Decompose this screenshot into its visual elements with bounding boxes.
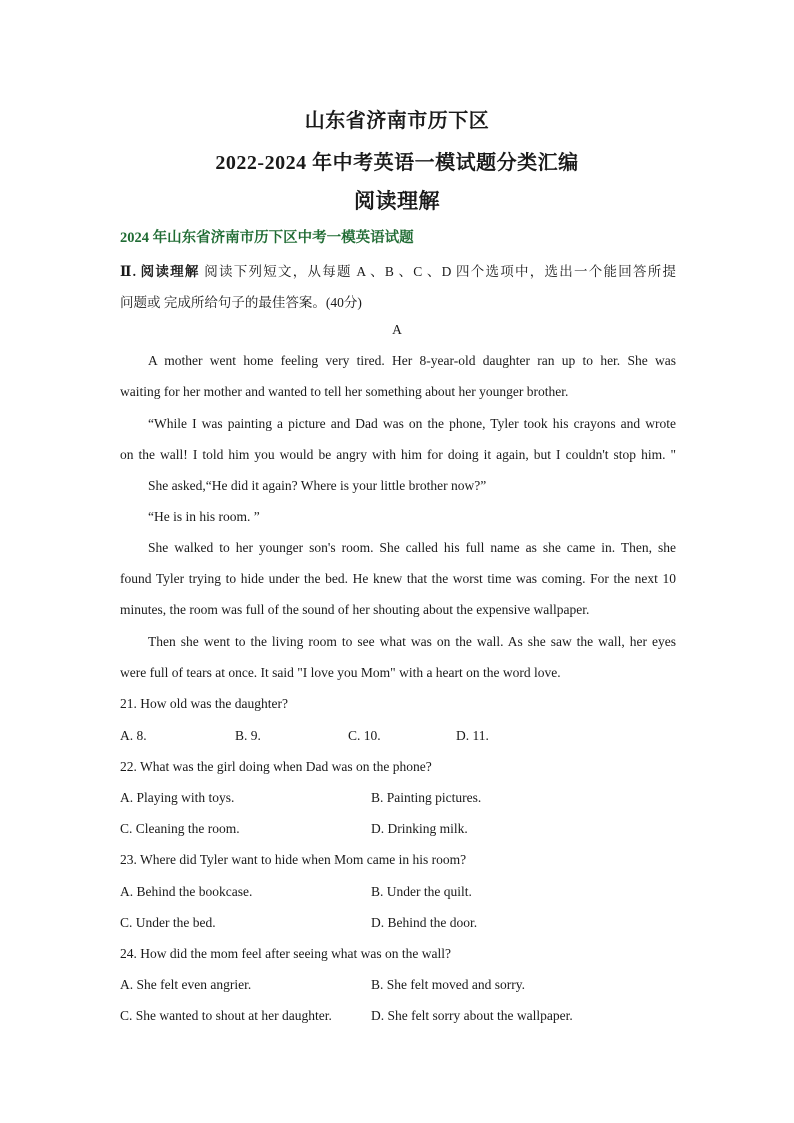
answer-option: C. She wanted to shout at her daughter. xyxy=(120,1008,332,1023)
passage-line: She asked,“He did it again? Where is your little brother now?” xyxy=(148,478,487,493)
answer-option: A. 8. xyxy=(120,728,147,743)
passage-line: Then she went to the living room to see what was on the wall. As she saw the wall, her eyes xyxy=(148,634,676,649)
doc-title-region: 山东省济南市历下区 xyxy=(304,110,490,132)
passage-line: found Tyler trying to hide under the bed. He knew that the worst time was coming. For the next 10 xyxy=(120,571,676,586)
question-stem: 23. Where did Tyler want to hide when Mom came in his room? xyxy=(120,852,467,867)
doc-title-section: 阅读理解 xyxy=(354,189,440,213)
doc-title-main: 2022-2024 年中考英语一模试题分类汇编 xyxy=(215,152,579,174)
passage-line: A mother went home feeling very tired. Her 8-year-old daughter ran up to her. She was xyxy=(148,353,676,368)
question-stem: 21. How old was the daughter? xyxy=(120,696,288,711)
passage-line: on the wall! I told him you would be angry with him for doing it again, but I couldn't stop him. " xyxy=(120,447,676,462)
instruction-line-2: 问题或 完成所给句子的最佳答案。(40分) xyxy=(120,295,362,310)
passage-line: waiting for her mother and wanted to tell her something about her younger brother. xyxy=(120,384,569,399)
answer-option: C. 10. xyxy=(348,728,381,743)
passage-line: “He is in his room. ” xyxy=(148,509,260,524)
answer-option: A. Playing with toys. xyxy=(120,790,235,805)
instruction-line-1 xyxy=(120,260,676,280)
answer-option: D. 11. xyxy=(456,728,489,743)
answer-option: A. Behind the bookcase. xyxy=(120,884,253,899)
passage-letter: A xyxy=(392,322,402,337)
answer-option: C. Cleaning the room. xyxy=(120,821,240,836)
passage-line: minutes, the room was full of the sound of her shouting about the expensive wallpaper. xyxy=(120,602,590,617)
answer-option: B. 9. xyxy=(235,728,261,743)
answer-option: B. Painting pictures. xyxy=(371,790,482,805)
answer-option: B. Under the quilt. xyxy=(371,884,472,899)
part-label: Ⅱ. 阅读理解 xyxy=(120,264,200,279)
answer-option: C. Under the bed. xyxy=(120,915,216,930)
passage-line: She walked to her younger son's room. She called his full name as she came in. Then, she xyxy=(148,540,676,555)
passage-line: “While I was painting a picture and Dad was on the phone, Tyler took his crayons and wrote xyxy=(148,416,676,431)
passage-line: were full of tears at once. It said "I love you Mom" with a heart on the word love. xyxy=(120,665,561,680)
answer-option: B. She felt moved and sorry. xyxy=(371,977,525,992)
answer-option: D. She felt sorry about the wallpaper. xyxy=(371,1008,573,1023)
answer-option: A. She felt even angrier. xyxy=(120,977,252,992)
instruction-text-1: 阅读下列短文，从每题 A 、B 、C 、D 四个选项中，选出一个能回答所提 xyxy=(199,264,676,279)
exam-source-heading: 2024 年山东省济南市历下区中考一模英语试题 xyxy=(120,230,414,246)
question-stem: 24. How did the mom feel after seeing what was on the wall? xyxy=(120,946,452,961)
question-stem: 22. What was the girl doing when Dad was on the phone? xyxy=(120,759,432,774)
answer-option: D. Behind the door. xyxy=(371,915,478,930)
answer-option: D. Drinking milk. xyxy=(371,821,468,836)
